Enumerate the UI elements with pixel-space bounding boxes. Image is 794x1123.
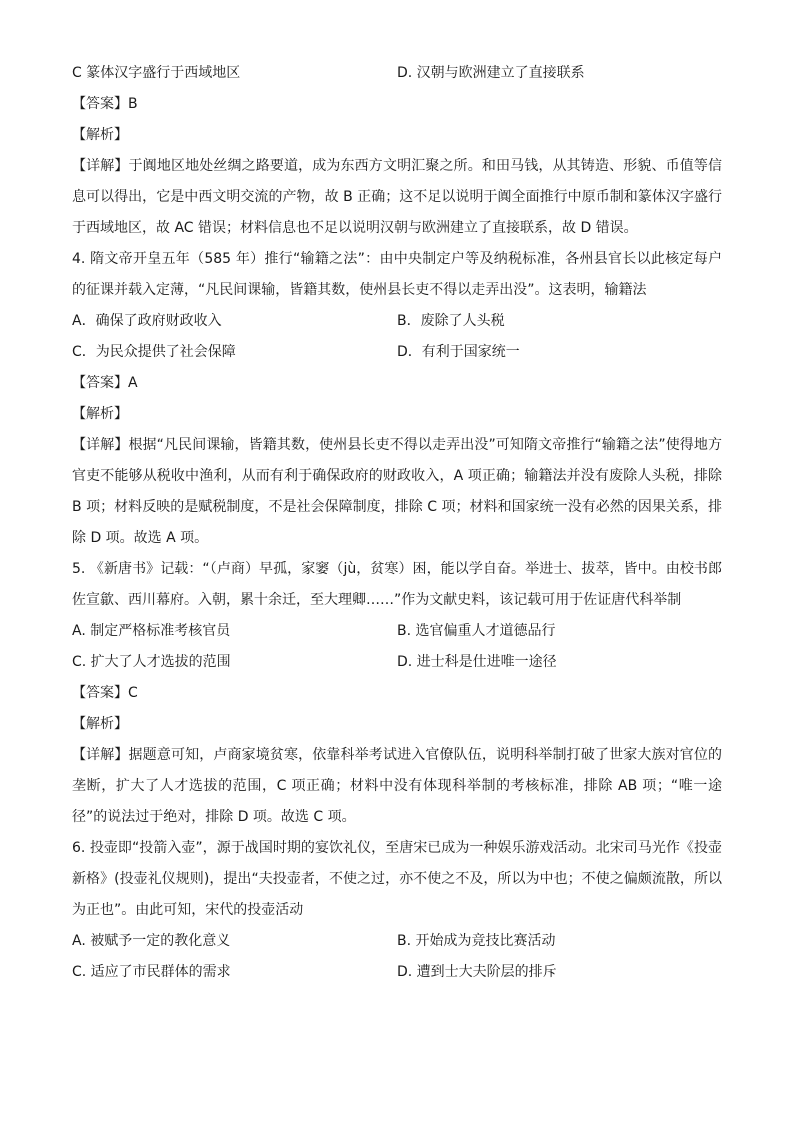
answer-label: 【答案】 [72,375,128,391]
q4-options-row-2 [72,337,722,368]
q4-option-d: D．有利于国家统一 [397,344,520,360]
q5-options-row-1 [72,616,722,647]
q5-option-c: C. 扩大了人才选拔的范围 [72,654,231,670]
detail-label: 【详解】 [72,437,129,453]
answer-value: A [128,375,138,391]
q3-detail [72,151,722,244]
q4-option-a: A．确保了政府财政收入 [72,313,222,329]
q3-analysis-label: 【解析】 [72,127,128,143]
answer-value: B [128,96,138,112]
q5-stem: 5. 《新唐书》记载：“（卢商）早孤，家窭（jù，贫寒）困，能以学自奋。举进士、拔萃，皆中。由校书郎佐宣歙、西川幕府。入朝，累十余迁，至大理卿……”作为文献史料，该记载可用于佐证唐代科举制 [72,561,722,608]
q5-option-d: D. 进士科是仕进唯一途径 [397,654,557,670]
detail-label: 【详解】 [72,158,129,174]
q4-options-row-1 [72,306,722,337]
q6-options-row-1 [72,926,722,957]
answer-label: 【答案】 [72,96,128,112]
q5-option-b: B. 选官偏重人才道德品行 [397,623,556,639]
detail-text: 根据“凡民间课输，皆籍其数，使州县长吏不得以走弄出没”可知隋文帝推行“输籍之法”使得地方官吏不能够从税收中渔利，从而有利于确保政府的财政收入，A 项正确；输籍法并没有废除人头税，排除 B 项；材料反映的是赋税制度，不是社会保障制度，排除 C 项；材料和国家统一没有必然的因果关系，排除 D 项。故选 A 项。 [72,437,723,546]
q6-option-b: B. 开始成为竞技比赛活动 [397,933,556,949]
detail-label: 【详解】 [72,747,129,763]
q6-option-c: C. 适应了市民群体的需求 [72,964,231,980]
q6-option-d: D. 遭到士大夫阶层的排斥 [397,964,557,980]
q5-analysis-label: 【解析】 [72,716,128,732]
q3-option-d: D. 汉朝与欧洲建立了直接联系 [397,65,585,81]
q5-options-row-2 [72,647,722,678]
q4-analysis-label: 【解析】 [72,406,128,422]
detail-text: 于阗地区地处丝绸之路要道，成为东西方文明汇聚之所。和田马钱，从其铸造、形貌、币值等信息可以得出，它是中西文明交流的产物，故 B 正确；这不足以说明于阗全面推行中原币制和篆体汉字盛行于西域地区，故 AC 错误；材料信息也不足以说明汉朝与欧洲建立了直接联系，故 D 错误。 [72,158,723,236]
q3-options-row [72,58,722,89]
q6-stem: 6. 投壶即“投箭入壶”，源于战国时期的宴饮礼仪，至唐宋已成为一种娱乐游戏活动。北宋司马光作《投壶新格》(投壶礼仪规则)，提出“夫投壶者，不使之过，亦不使之不及，所以为中也；不使之偏颇流散，所以为正也”。由此可知，宋代的投壶活动 [72,840,722,918]
q5-option-a: A. 制定严格标准考核官员 [72,623,231,639]
q6-options-row-2 [72,957,722,988]
q4-option-b: B．废除了人头税 [397,313,505,329]
q5-detail [72,740,722,833]
exam-page [72,58,722,988]
detail-text: 据题意可知，卢商家境贫寒，依靠科举考试进入官僚队伍，说明科举制打破了世家大族对官位的垄断，扩大了人才选拔的范围，C 项正确；材料中没有体现科举制的考核标准，排除 AB 项；“唯一途径”的说法过于绝对，排除 D 项。故选 C 项。 [72,747,723,825]
answer-value: C [128,685,138,701]
q6-option-a: A. 被赋予一定的教化意义 [72,933,231,949]
q4-stem: 4. 隋文帝开皇五年（585 年）推行“输籍之法”：由中央制定户等及纳税标准，各州县官长以此核定每户的征课并载入定薄，“凡民间课输，皆籍其数，使州县长吏不得以走弄出没”。这表明，输籍法 [72,251,722,298]
q4-option-c: C．为民众提供了社会保障 [72,344,236,360]
q3-answer [72,89,722,120]
answer-label: 【答案】 [72,685,128,701]
q4-answer [72,368,722,399]
q4-detail [72,430,722,554]
q3-option-c: C 篆体汉字盛行于西域地区 [72,65,241,81]
q5-answer [72,678,722,709]
